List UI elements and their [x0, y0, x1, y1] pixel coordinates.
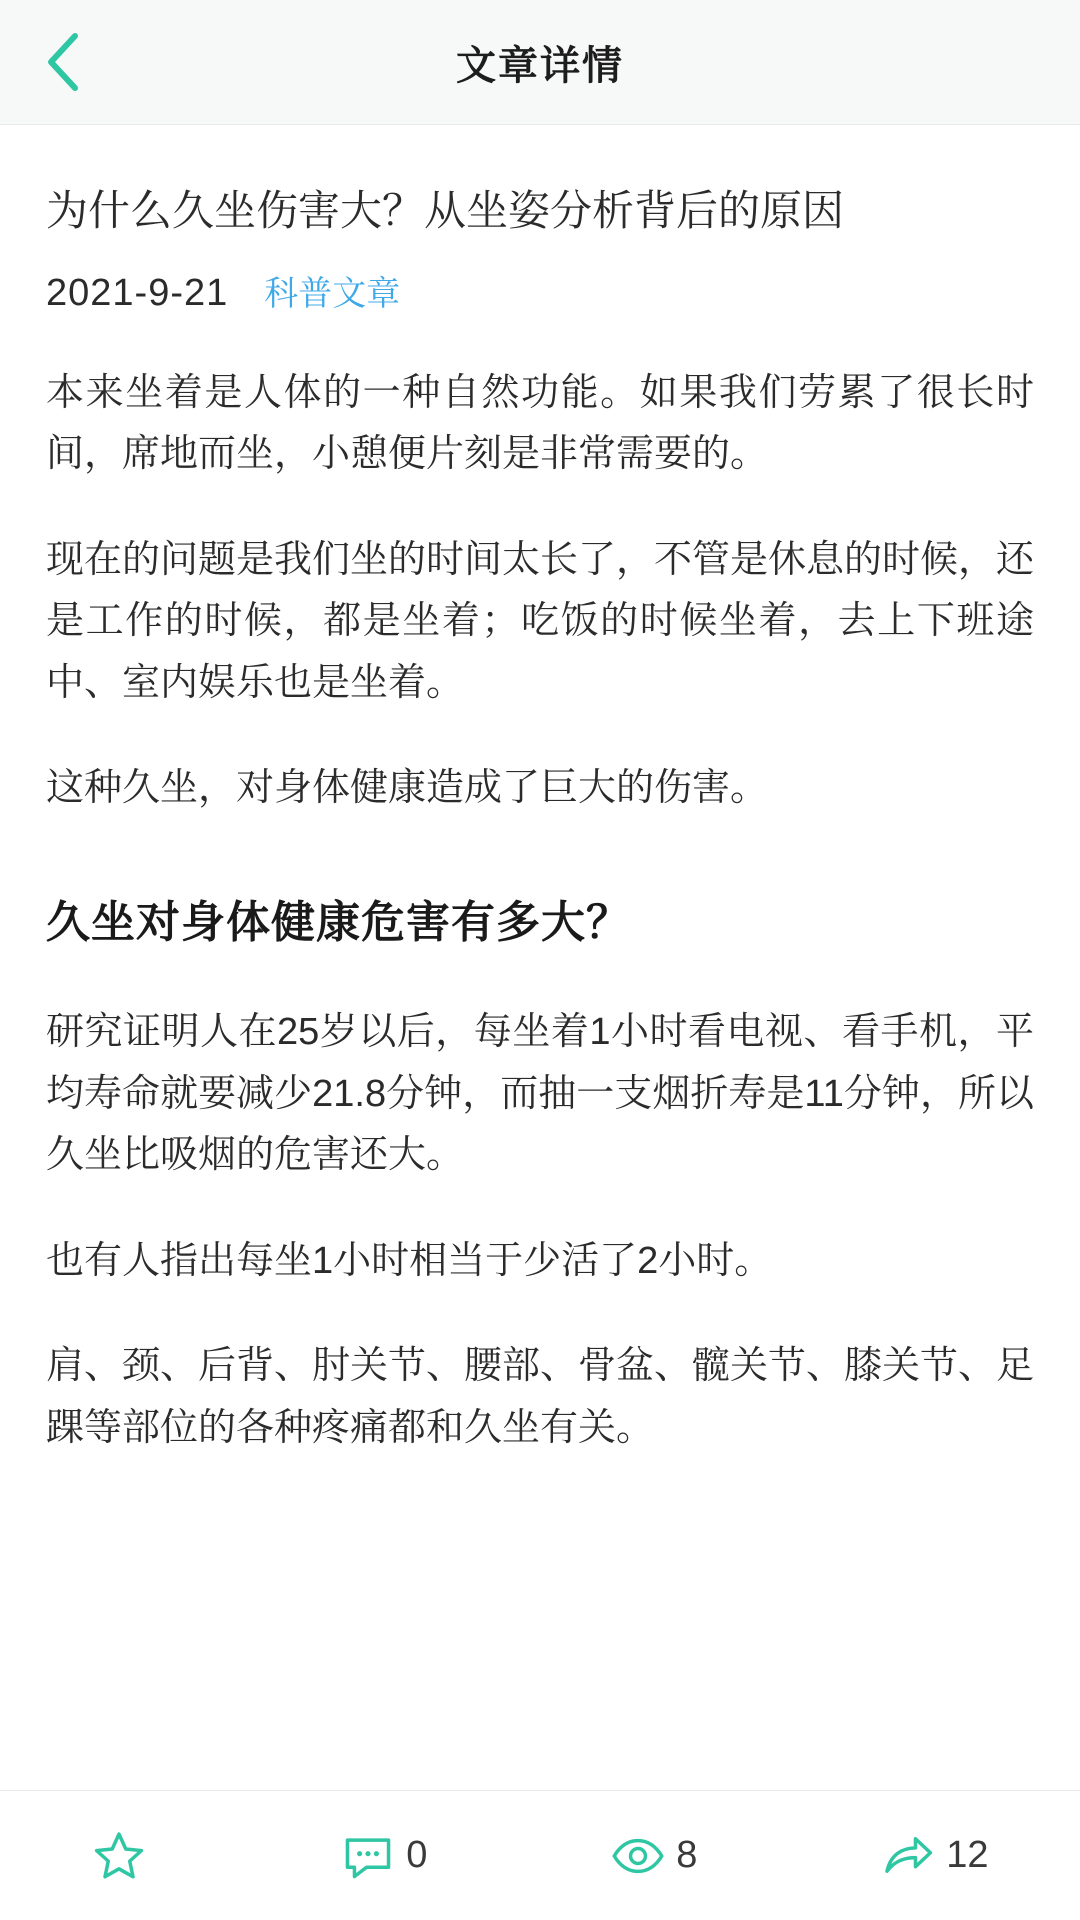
view-count: 8 — [676, 1834, 698, 1876]
article-title: 为什么久坐伤害大？从坐姿分析背后的原因 — [46, 187, 845, 234]
article-paragraph: 现在的问题是我们坐的时间太长了，不管是休息的时候，还是工作的时候，都是坐着；吃饭的时候坐着，去上下班途中、室内娱乐也是坐着。 — [46, 538, 1035, 704]
share-button[interactable] — [858, 1818, 1010, 1894]
comment-count: 0 — [406, 1834, 428, 1876]
article-paragraph: 这种久坐，对身体健康造成了巨大的伤害。 — [46, 767, 769, 810]
view-count-item — [588, 1818, 719, 1894]
article-paragraph: 本来坐着是人体的一种自然功能。如果我们劳累了很长时间，席地而坐，小憩便片刻是非常需要的。 — [46, 371, 1034, 476]
article-date: 2021-9-21 — [46, 271, 229, 314]
star-icon — [91, 1828, 147, 1884]
article-paragraph: 也有人指出每坐1小时相当于少活了2小时。 — [46, 1239, 773, 1282]
eye-icon — [610, 1828, 666, 1884]
top-app-bar — [0, 0, 1080, 125]
chevron-left-icon — [43, 30, 83, 94]
article-meta — [46, 266, 1034, 315]
page-title: 文章详情 — [456, 43, 624, 88]
share-count: 12 — [946, 1834, 989, 1876]
article-paragraph: 肩、颈、后背、肘关节、腰部、骨盆、髋关节、膝关节、足踝等部位的各种疼痛都和久坐有关。 — [46, 1345, 1035, 1449]
bottom-action-bar — [0, 1790, 1080, 1920]
article-paragraph: 研究证明人在25岁以后，每坐着1小时看电视、看手机，平均寿命就要减少21.8分钟，而抽一支烟折寿是11分钟，所以久坐比吸烟的危害还大。 — [46, 1010, 1034, 1177]
article-content — [0, 125, 1080, 1790]
article-section-heading: 久坐对身体健康危害有多大？ — [46, 897, 631, 947]
comment-icon — [340, 1828, 396, 1884]
back-button[interactable] — [26, 25, 100, 99]
share-icon — [880, 1828, 936, 1884]
favorite-button[interactable] — [69, 1818, 179, 1894]
article-category-tag[interactable]: 科普文章 — [264, 274, 401, 313]
comment-button[interactable] — [318, 1818, 449, 1894]
